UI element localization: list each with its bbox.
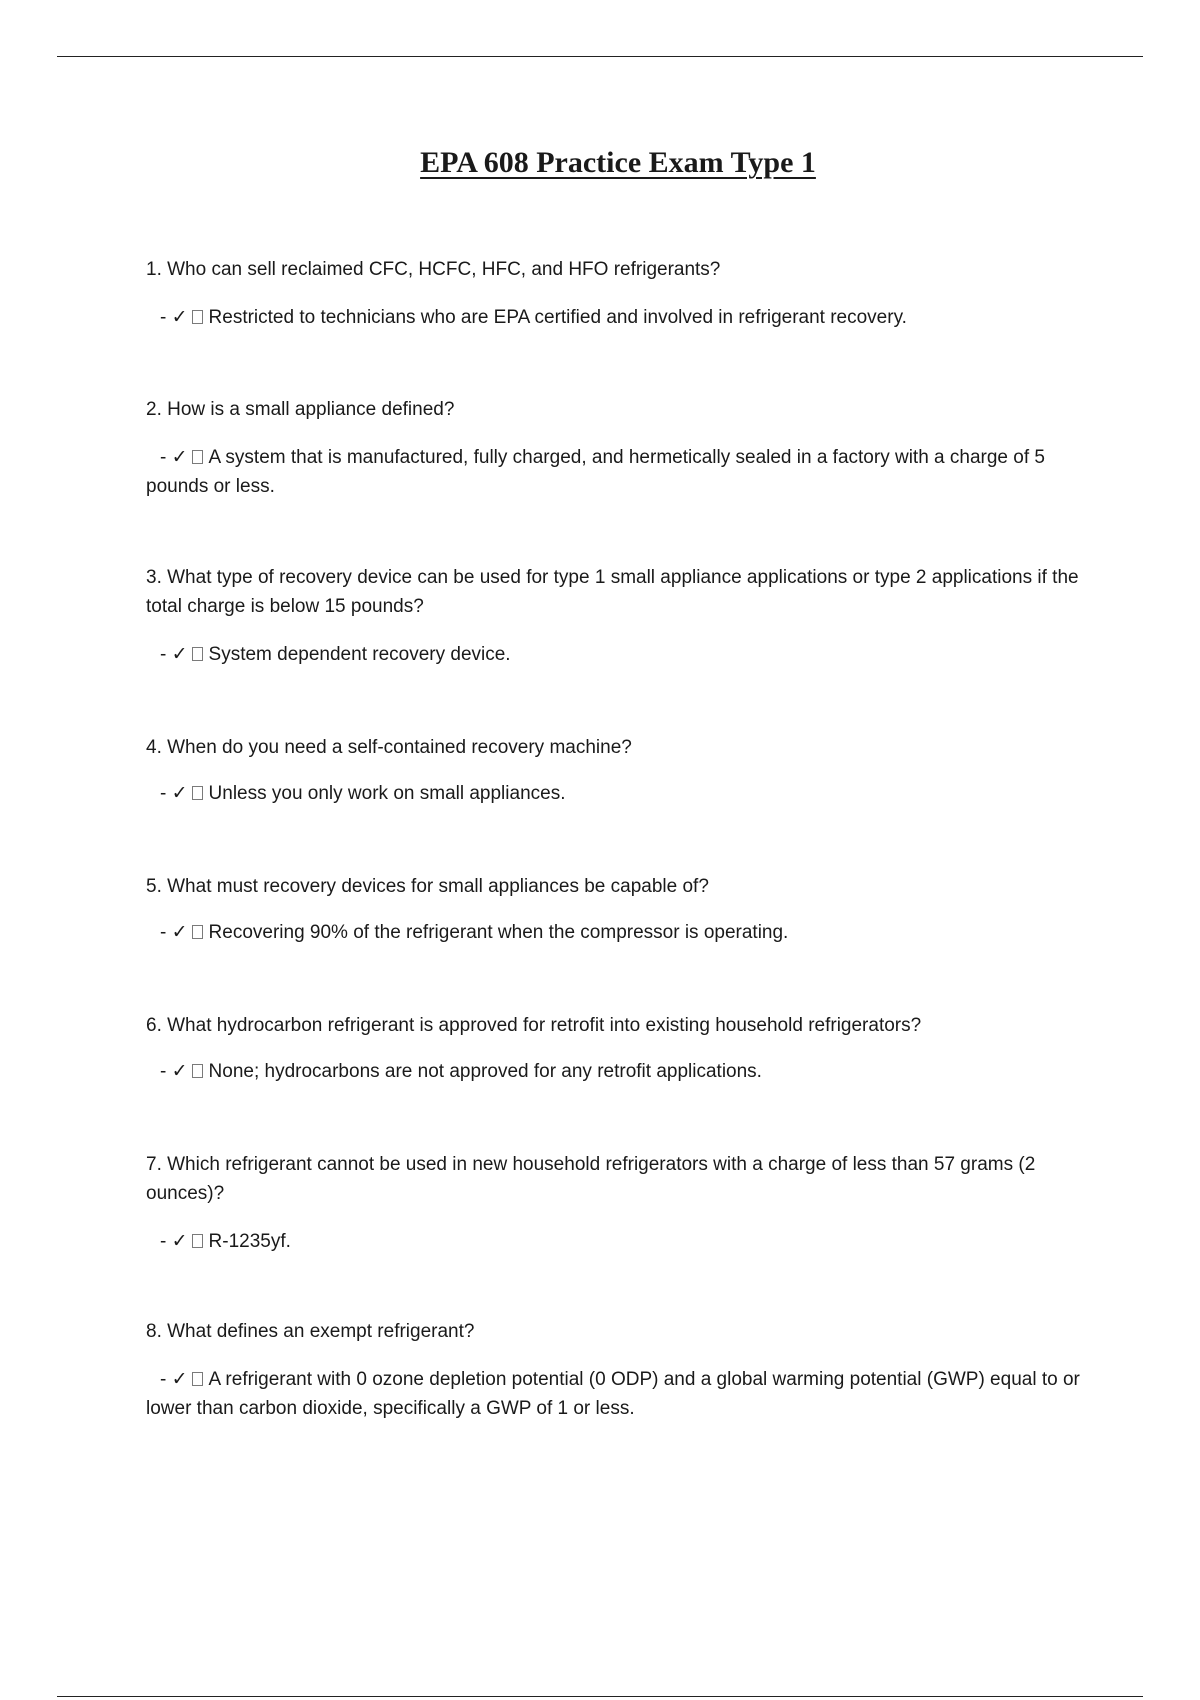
answer-text: - ✓ R-1235yf. — [160, 1231, 291, 1252]
answer-marker: - ✓ — [160, 307, 209, 328]
question-item-1 — [146, 255, 1081, 332]
check-icon: ✓ — [171, 1231, 188, 1252]
answer-marker: - ✓ — [160, 783, 209, 804]
answer-text: - ✓ None; hydrocarbons are not approved for any retrofit applications. — [160, 1061, 762, 1082]
question-text: 2. How is a small appliance defined? — [146, 399, 455, 420]
question-item-4 — [146, 733, 1081, 808]
answer-marker: - ✓ — [160, 644, 209, 665]
check-icon: ✓ — [171, 307, 188, 328]
check-icon: ✓ — [171, 1061, 188, 1082]
box-icon — [192, 1372, 203, 1386]
page-title-text: EPA 608 Practice Exam Type 1 — [420, 146, 816, 179]
bottom-rule — [57, 1696, 1143, 1697]
page-title — [0, 143, 1200, 183]
question-item-2 — [146, 395, 1081, 501]
answer-marker: - ✓ — [160, 1231, 209, 1252]
check-icon: ✓ — [171, 783, 188, 804]
question-text: 6. What hydrocarbon refrigerant is approved for retrofit into existing household refrigerators? — [146, 1015, 922, 1036]
question-text: 8. What defines an exempt refrigerant? — [146, 1321, 475, 1342]
check-icon: ✓ — [171, 644, 188, 665]
answer-marker: - ✓ — [160, 1061, 209, 1082]
check-icon: ✓ — [171, 447, 188, 468]
answer-text: - ✓ Recovering 90% of the refrigerant when the compressor is operating. — [160, 922, 789, 943]
answer-marker: - ✓ — [160, 1369, 209, 1390]
question-text: 1. Who can sell reclaimed CFC, HCFC, HFC, and HFO refrigerants? — [146, 259, 721, 280]
box-icon — [192, 925, 203, 939]
answer-text: - ✓ System dependent recovery device. — [160, 644, 511, 665]
question-item-7 — [146, 1150, 1081, 1256]
question-text: 7. Which refrigerant cannot be used in new household refrigerators with a charge of less than 57 grams (2 ounces)? — [146, 1154, 1036, 1204]
top-rule — [57, 56, 1143, 57]
answer-text: - ✓ A system that is manufactured, fully charged, and hermetically sealed in a factory with a charge of 5 pounds or less. — [146, 447, 1045, 497]
box-icon — [192, 647, 203, 661]
answer-text: - ✓ Unless you only work on small appliances. — [160, 783, 566, 804]
check-icon: ✓ — [171, 922, 188, 943]
question-text: 5. What must recovery devices for small appliances be capable of? — [146, 876, 709, 897]
question-item-8 — [146, 1317, 1081, 1423]
answer-marker: - ✓ — [160, 447, 209, 468]
box-icon — [192, 786, 203, 800]
answer-marker: - ✓ — [160, 922, 209, 943]
question-item-6 — [146, 1011, 1081, 1086]
question-item-5 — [146, 872, 1081, 947]
question-item-3 — [146, 563, 1081, 669]
box-icon — [192, 310, 203, 324]
question-text: 4. When do you need a self-contained recovery machine? — [146, 737, 632, 758]
question-text: 3. What type of recovery device can be used for type 1 small appliance applications or type 2 applications if the total charge is below 15 pounds? — [146, 567, 1079, 617]
box-icon — [192, 1064, 203, 1078]
answer-text: - ✓ Restricted to technicians who are EPA certified and involved in refrigerant recovery. — [160, 307, 907, 328]
check-icon: ✓ — [171, 1369, 188, 1390]
box-icon — [192, 450, 203, 464]
box-icon — [192, 1234, 203, 1248]
answer-text: - ✓ A refrigerant with 0 ozone depletion potential (0 ODP) and a global warming potential (GWP) equal to or lower than carbon dioxide, specifically a GWP of 1 or less. — [146, 1369, 1080, 1419]
